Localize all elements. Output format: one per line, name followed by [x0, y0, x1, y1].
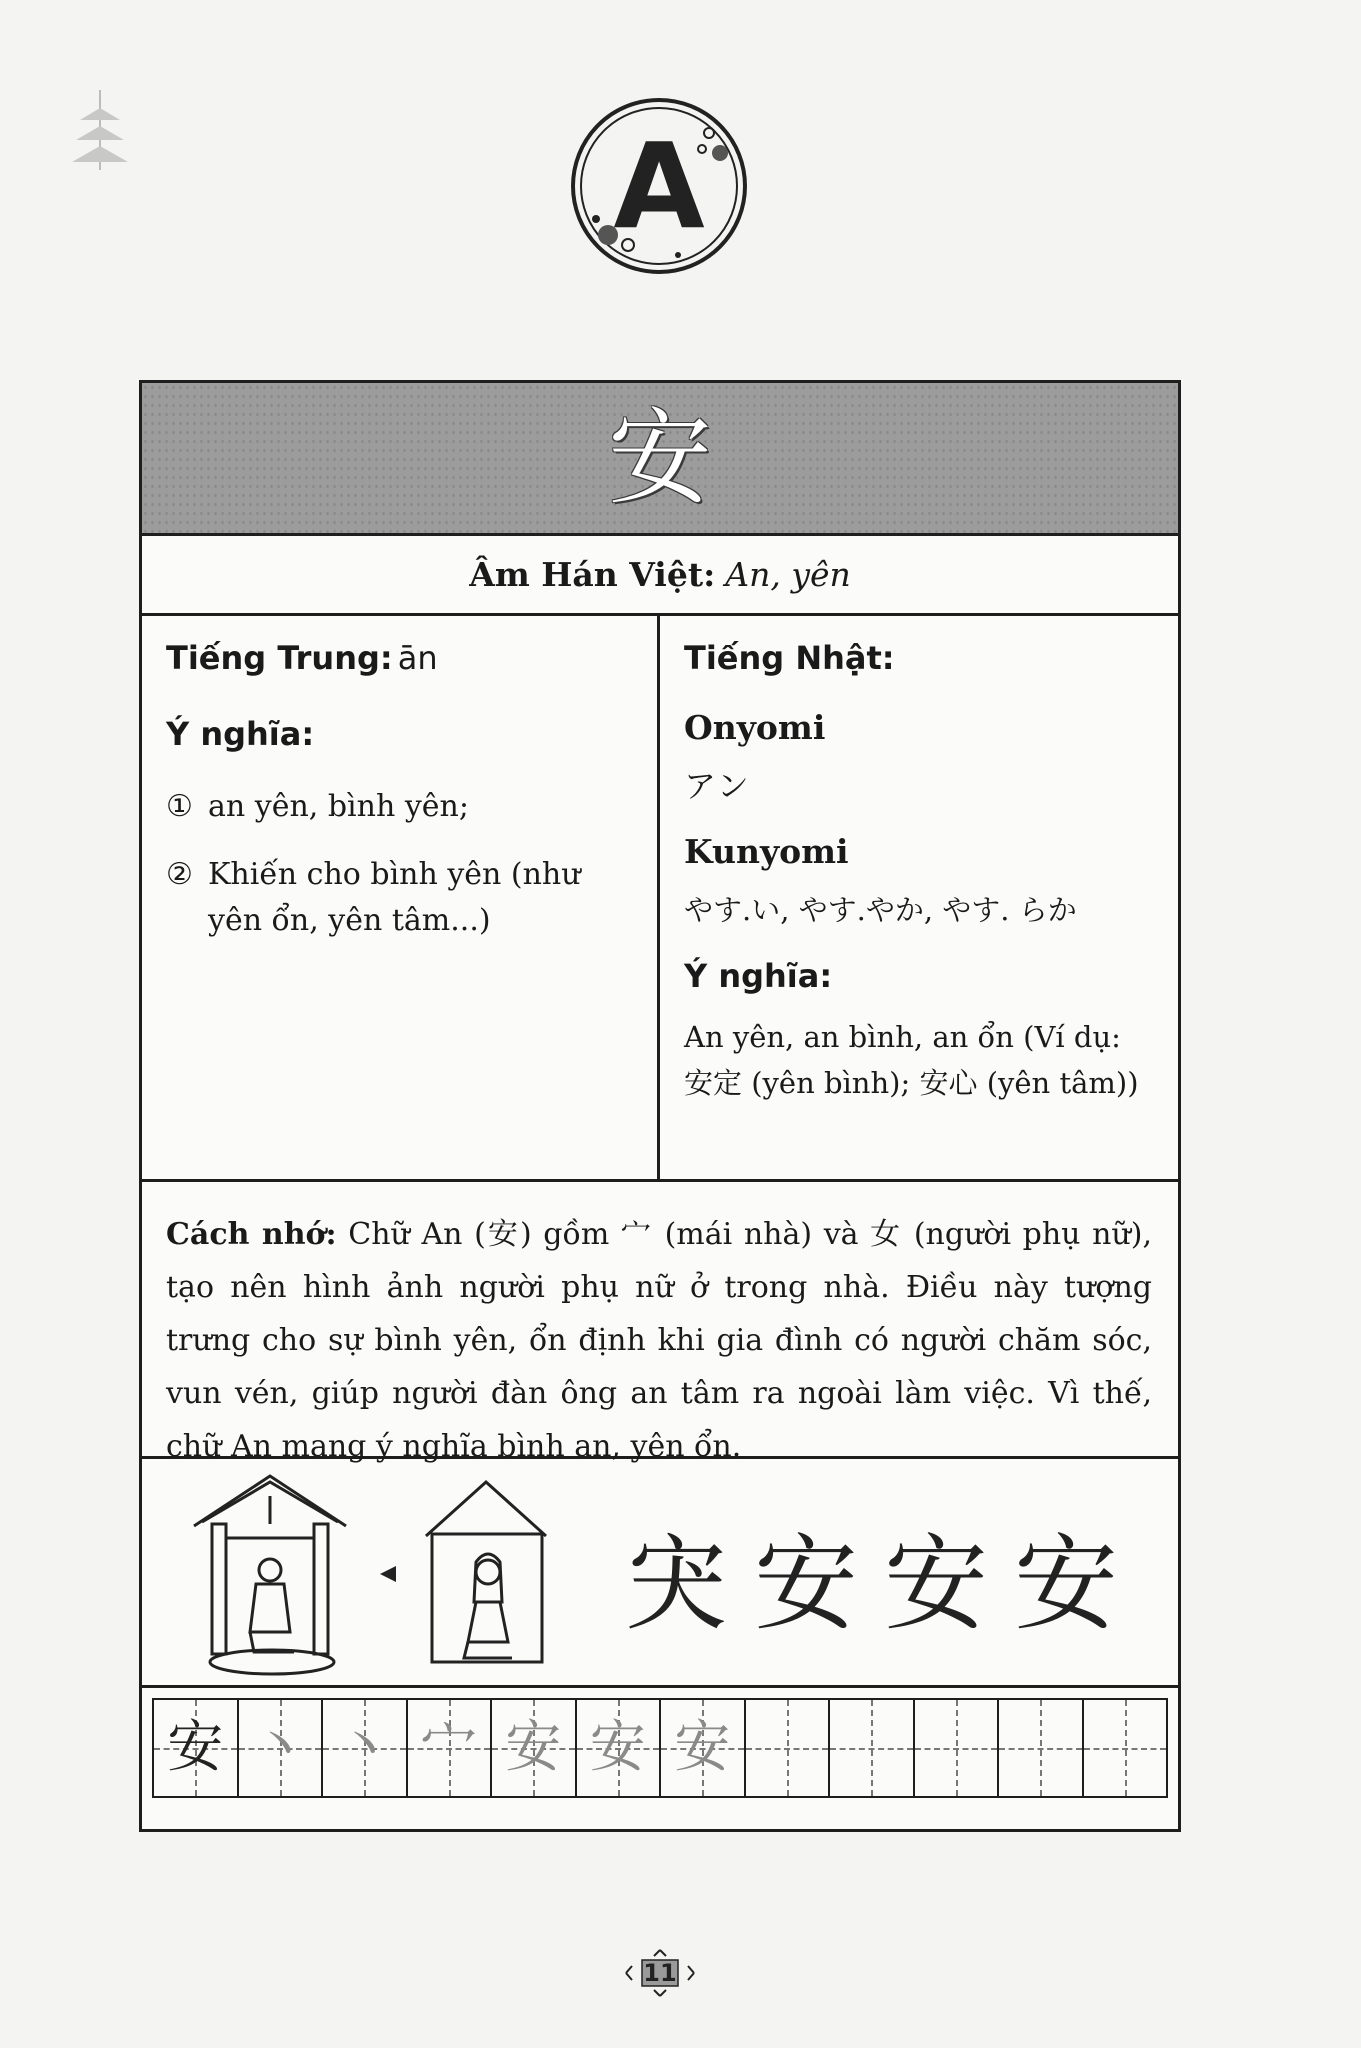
evolution-glyph: 安 [754, 1523, 859, 1645]
readings-section [142, 616, 1178, 1182]
practice-glyph: 丶 [336, 1715, 393, 1780]
practice-cell[interactable] [239, 1700, 324, 1796]
stroke-practice-grid [152, 1698, 1168, 1798]
pinyin: ān [397, 639, 438, 677]
mnemonic-text: Chữ An (安) gồm 宀 (mái nhà) và 女 (người phụ nữ), tạo nên hình ảnh người phụ nữ ở trong nhà. Điều này tượng trưng cho sự bình yên, ổn định khi gia đình có người chăm sóc, vun vén, giúp người đàn ông an tâm ra ngoài làm việc. Vì thế, chữ An mang ý nghĩa bình an, yên ổn. [166, 1217, 1153, 1464]
japanese-meaning: An yên, an bình, an ổn (Ví dụ: 安定 (yên bình); 安心 (yên tâm)) [684, 1020, 1139, 1100]
mnemonic-label: Cách nhớ: [166, 1217, 337, 1252]
kunyomi-reading: やす.い, やす.やか, やす. らか [684, 893, 1077, 927]
japanese-meaning-label: Ý nghĩa: [684, 957, 833, 995]
practice-cell[interactable] [661, 1700, 746, 1796]
practice-cell[interactable] [408, 1700, 493, 1796]
evolution-glyph: 安 [884, 1523, 989, 1645]
practice-cell[interactable] [1084, 1700, 1167, 1796]
pagoda-decoration [70, 90, 130, 170]
practice-cell[interactable] [830, 1700, 915, 1796]
kanji-header [142, 383, 1178, 536]
kanji-card [139, 380, 1181, 1832]
japanese-label: Tiếng Nhật: [684, 639, 895, 677]
practice-glyph: 丶 [251, 1715, 308, 1780]
practice-glyph: 安 [674, 1715, 731, 1780]
section-letter-emblem [568, 95, 750, 277]
han-viet-row [142, 536, 1178, 616]
evolution-glyph: 宊 [624, 1523, 729, 1645]
practice-cell[interactable] [746, 1700, 831, 1796]
page-number: 11 [643, 1959, 677, 1987]
evolution-glyph: 安 [1014, 1523, 1119, 1645]
practice-cell[interactable] [154, 1700, 239, 1796]
practice-cell[interactable] [915, 1700, 1000, 1796]
onyomi-reading: アン [684, 767, 751, 805]
kunyomi-label: Kunyomi [684, 832, 849, 871]
section-letter: A [613, 117, 705, 255]
onyomi-label: Onyomi [684, 708, 826, 747]
practice-cell[interactable] [323, 1700, 408, 1796]
han-viet-label: Âm Hán Việt: [469, 555, 716, 594]
meaning-number: ② [166, 857, 193, 892]
chinese-column [142, 616, 657, 1179]
han-viet-value: An, yên [725, 555, 851, 594]
practice-glyph: 宀 [420, 1715, 477, 1780]
mnemonic-section [142, 1182, 1178, 1464]
practice-cell[interactable] [492, 1700, 577, 1796]
practice-glyph: 安 [167, 1715, 224, 1780]
chinese-label: Tiếng Trung: [166, 639, 393, 677]
chinese-meaning-item [166, 852, 633, 944]
japanese-column [660, 616, 1178, 1179]
practice-cell[interactable] [577, 1700, 662, 1796]
practice-glyph: 安 [589, 1715, 646, 1780]
meaning-text: an yên, bình yên; [208, 789, 469, 824]
chinese-meaning-label: Ý nghĩa: [166, 715, 315, 753]
kanji-character: 安 [607, 397, 712, 519]
practice-glyph: 安 [505, 1715, 562, 1780]
page-number-badge [620, 1948, 700, 1998]
practice-cell[interactable] [999, 1700, 1084, 1796]
meaning-number: ① [166, 789, 193, 824]
illustration-section [142, 1462, 1178, 1688]
meaning-text: Khiến cho bình yên (như yên ổn, yên tâm...) [208, 857, 581, 938]
chinese-meaning-item [166, 784, 633, 830]
